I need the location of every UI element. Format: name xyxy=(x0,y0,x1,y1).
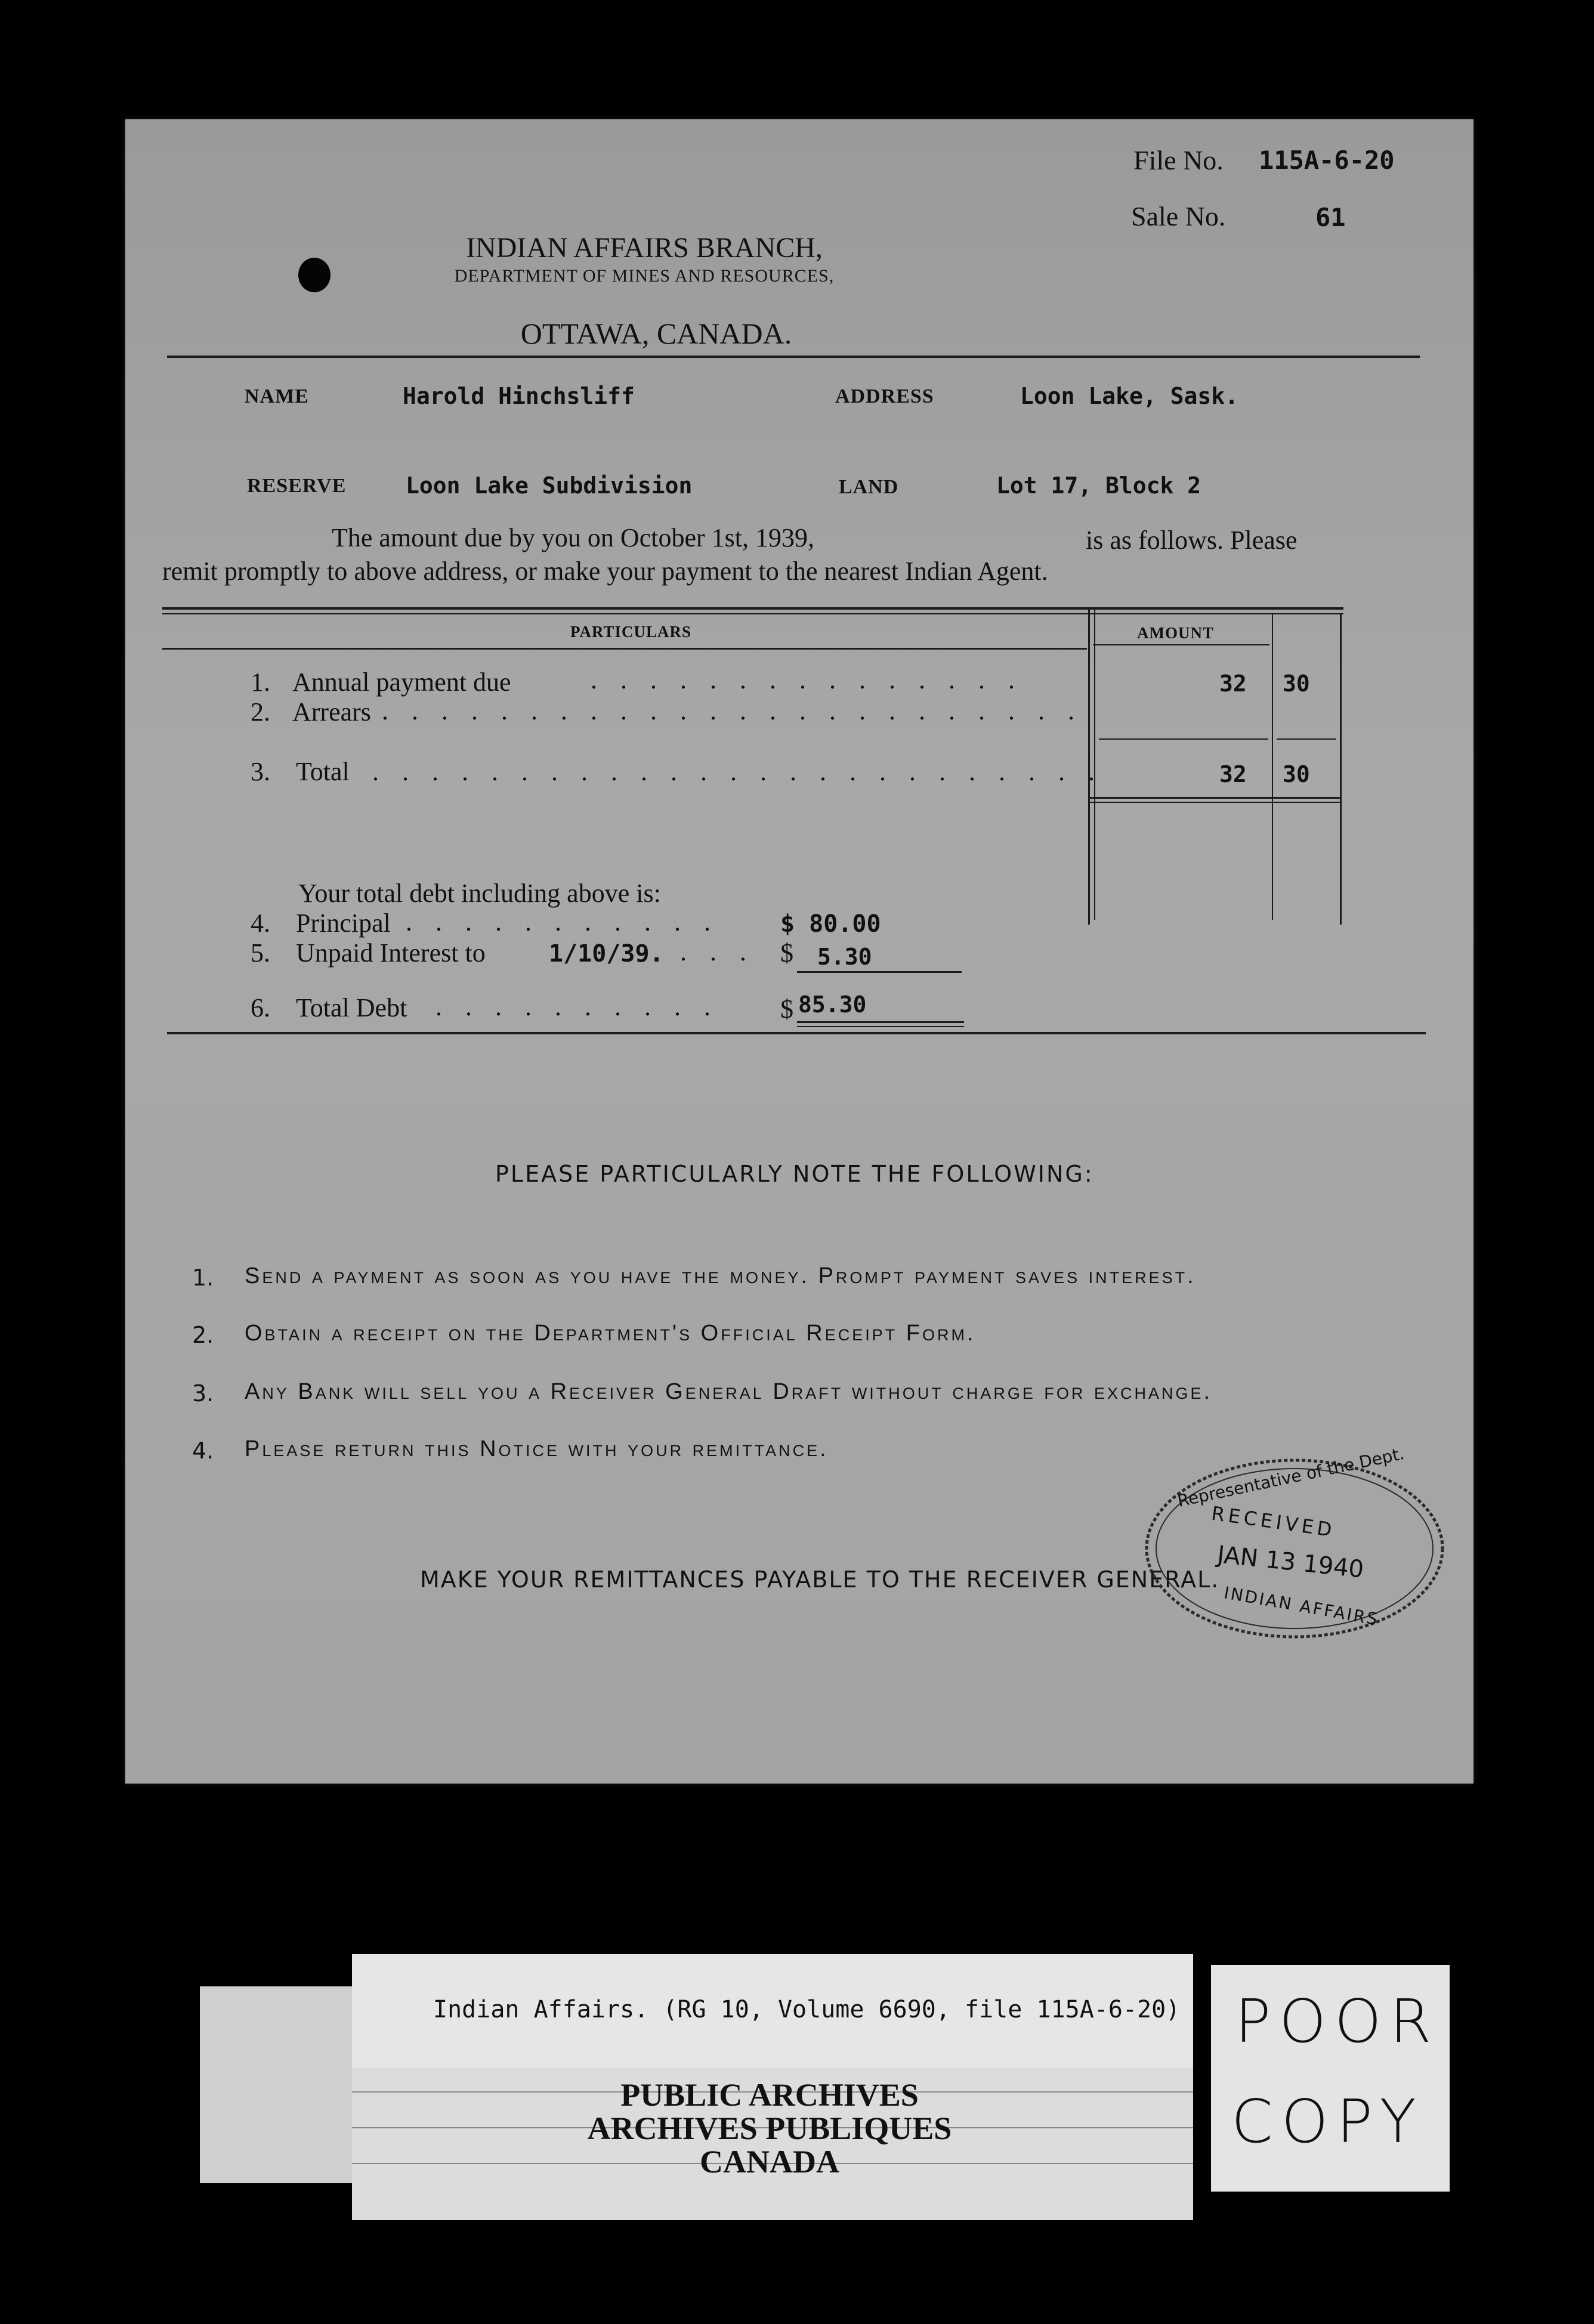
poor-text: POOR xyxy=(1235,1986,1440,2056)
total-debt-num: 6. xyxy=(251,993,270,1022)
reference-card xyxy=(352,1954,1193,2068)
row2-num: 2. xyxy=(251,697,270,727)
amount-header-rule xyxy=(1093,644,1269,645)
archive-reference: Indian Affairs. (RG 10, Volume 6690, file 115A-6-20) xyxy=(433,1996,1181,2023)
principal-num: 4. xyxy=(251,908,270,938)
sale-no-label: Sale No. xyxy=(1131,201,1226,231)
debt-heading: Your total debt including above is: xyxy=(298,879,661,908)
row1-cents: 30 xyxy=(1283,670,1310,697)
notice-sheet xyxy=(125,119,1473,1784)
table-header-rule xyxy=(162,648,1087,650)
principal-label: Principal xyxy=(296,908,391,938)
row3-dollars: 32 xyxy=(1219,761,1247,787)
archive-line2: ARCHIVES PUBLIQUES xyxy=(587,2110,952,2146)
total-debt-underline xyxy=(797,1021,964,1023)
stamp-bottom-text: INDIAN AFFAIRS xyxy=(1222,1583,1381,1630)
poor-copy-card xyxy=(1211,1965,1450,2192)
interest-date: 1/10/39. xyxy=(549,940,664,968)
received-stamp xyxy=(1139,1444,1450,1644)
amount-cents-divider xyxy=(1272,614,1273,920)
payable-note: MAKE YOUR REMITTANCES PAYABLE TO THE RECEIVER GENERAL. xyxy=(420,1566,1220,1593)
row1-leader: . . . . . . . . . . . . . . . xyxy=(591,665,1023,694)
intro-line1-tail: is as follows. Please xyxy=(1086,526,1298,555)
row1-label: Annual payment due xyxy=(292,667,511,697)
total-debt-label: Total Debt xyxy=(296,993,407,1022)
note4-num: 4. xyxy=(192,1438,214,1464)
note3-text: Any Bank will sell you a Receiver General Draft without charge for exchange. xyxy=(245,1379,1213,1404)
subtotal-rule xyxy=(1099,738,1268,740)
interest-dollar: $ xyxy=(780,938,793,968)
address-value: Loon Lake, Sask. xyxy=(1020,383,1239,409)
land-label: LAND xyxy=(839,476,899,498)
row3-num: 3. xyxy=(251,757,270,786)
row3-leader: . . . . . . . . . . . . . . . . . . . . . . . . . xyxy=(372,757,1103,786)
name-value: Harold Hinchsliff xyxy=(403,383,635,409)
address-label: ADDRESS xyxy=(835,385,934,407)
file-no-value: 115A-6-20 xyxy=(1259,146,1395,175)
total-debt-underline-2 xyxy=(797,1026,964,1027)
interest-label: Unpaid Interest to xyxy=(296,938,486,968)
table-top-rule xyxy=(162,607,1343,610)
note2-text: Obtain a receipt on the Department's Official Receipt Form. xyxy=(245,1321,976,1346)
row2-label: Arrears xyxy=(292,697,371,727)
intro-line2: remit promptly to above address, or make your payment to the nearest Indian Agent. xyxy=(162,557,1048,586)
row1-dollars: 32 xyxy=(1219,670,1247,697)
reserve-label: RESERVE xyxy=(247,475,347,497)
subtotal-rule-cents xyxy=(1277,738,1336,740)
notes-heading: PLEASE PARTICULARLY NOTE THE FOLLOWING: xyxy=(495,1161,1094,1187)
stamp-top-text: Representative of the Dept. xyxy=(1175,1444,1406,1511)
note3-num: 3. xyxy=(192,1380,214,1407)
amount-header: AMOUNT xyxy=(1137,624,1214,642)
city-title: OTTAWA, CANADA. xyxy=(520,317,792,350)
amount-col-right xyxy=(1340,614,1342,925)
interest-leader: . . . xyxy=(680,937,755,966)
particulars-header: PARTICULARS xyxy=(570,623,692,641)
total-debt-leader: . . . . . . . . . . xyxy=(435,992,719,1021)
branch-title: INDIAN AFFAIRS BRANCH, xyxy=(466,232,823,264)
note2-num: 2. xyxy=(192,1322,214,1348)
copy-text: COPY xyxy=(1231,2087,1425,2156)
table-top-rule-2 xyxy=(162,613,1343,614)
intro-line1: The amount due by you on October 1st, 1939, xyxy=(332,523,814,552)
note1-num: 1. xyxy=(192,1265,214,1291)
total-debt-dollar: $ xyxy=(780,994,793,1024)
archive-line3: CANADA xyxy=(700,2144,839,2180)
archive-line1: PUBLIC ARCHIVES xyxy=(620,2077,919,2113)
archive-stamp-card xyxy=(352,2068,1193,2220)
stamp-date: JAN 13 1940 xyxy=(1216,1541,1366,1584)
name-label: NAME xyxy=(245,385,309,407)
row2-leader: . . . . . . . . . . . . . . . . . . . . . . . . xyxy=(382,696,1083,725)
principal-value: $ 80.00 xyxy=(780,910,881,938)
header-rule xyxy=(167,356,1420,358)
archive-title xyxy=(352,2078,1187,2178)
interest-underline xyxy=(797,971,962,973)
note4-text: Please return this Notice with your remittance. xyxy=(245,1436,829,1461)
total-debt-value: 85.30 xyxy=(798,991,867,1018)
note1-text: Send a payment as soon as you have the money. Prompt payment saves interest. xyxy=(245,1263,1196,1288)
interest-value: 5.30 xyxy=(817,944,872,970)
land-value: Lot 17, Block 2 xyxy=(996,472,1201,499)
table-bottom-rule-2 xyxy=(1088,802,1342,803)
interest-num: 5. xyxy=(251,938,270,968)
debt-bottom-rule xyxy=(167,1032,1426,1034)
row1-num: 1. xyxy=(251,667,270,697)
file-no-label: File No. xyxy=(1133,145,1224,175)
reserve-value: Loon Lake Subdivision xyxy=(406,472,693,499)
department-title: DEPARTMENT OF MINES AND RESOURCES, xyxy=(454,266,835,286)
row3-label: Total xyxy=(296,757,350,786)
sale-no-value: 61 xyxy=(1315,203,1346,232)
row3-cents: 30 xyxy=(1283,761,1310,787)
stamp-received: RECEIVED xyxy=(1210,1501,1337,1542)
table-bottom-rule xyxy=(1088,797,1342,799)
principal-leader: . . . . . . . . . . . xyxy=(406,907,719,937)
